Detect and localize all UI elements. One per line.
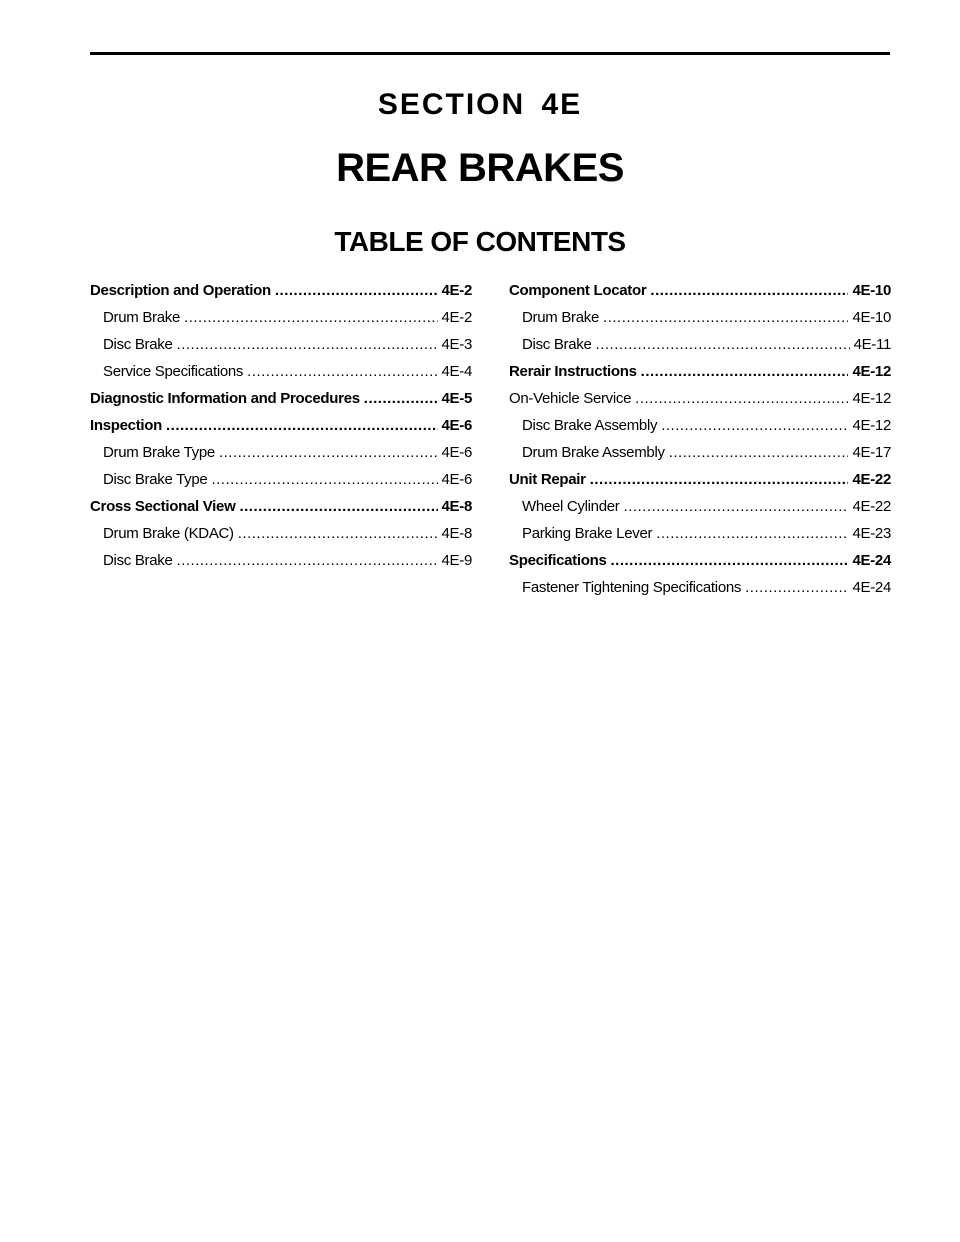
toc-entry-label: Diagnostic Information and Procedures <box>90 390 360 407</box>
toc-entry-page: 4E-8 <box>441 525 472 542</box>
toc-dot-leader <box>624 498 849 515</box>
toc-entry[interactable] <box>90 390 472 417</box>
toc-entry-label: Drum Brake (KDAC) <box>103 525 234 542</box>
toc-entry[interactable] <box>509 417 891 444</box>
toc-dot-leader <box>611 552 849 569</box>
toc-entry-page: 4E-5 <box>441 390 472 407</box>
toc-entry-label: Disc Brake Type <box>103 471 208 488</box>
toc-dot-leader <box>239 498 437 515</box>
toc-entry-label: Wheel Cylinder <box>522 498 620 515</box>
toc-entry-page: 4E-12 <box>852 363 891 380</box>
toc-entry-label: Fastener Tightening Specifications <box>522 579 742 596</box>
toc-entry-page: 4E-23 <box>852 525 891 542</box>
toc-entry-label: On-Vehicle Service <box>509 390 632 407</box>
toc-entry-page: 4E-17 <box>852 444 891 461</box>
toc-entry-label: Disc Brake Assembly <box>522 417 658 434</box>
toc-entry-page: 4E-2 <box>441 309 472 326</box>
toc-entry[interactable] <box>90 471 472 498</box>
toc-dot-leader <box>596 336 850 353</box>
toc-entry-page: 4E-9 <box>441 552 472 569</box>
toc-entry-page: 4E-6 <box>441 471 472 488</box>
toc-entry[interactable] <box>90 363 472 390</box>
toc-dot-leader <box>211 471 437 488</box>
toc-entry-label: Disc Brake <box>103 336 173 353</box>
toc-entry-page: 4E-6 <box>441 417 472 434</box>
toc-entry-label: Component Locator <box>509 282 647 299</box>
toc-entry-page: 4E-12 <box>852 390 891 407</box>
toc-entry-page: 4E-12 <box>852 417 891 434</box>
toc-dot-leader <box>166 417 437 434</box>
toc-entry-page: 4E-8 <box>441 498 472 515</box>
toc-entry[interactable] <box>509 444 891 471</box>
toc-entry-label: Disc Brake <box>522 336 592 353</box>
toc-title: TABLE OF CONTENTS <box>334 226 626 257</box>
toc-dot-leader <box>635 390 848 407</box>
toc-dot-leader <box>669 444 849 461</box>
toc-entry[interactable] <box>90 282 472 309</box>
toc-entry[interactable] <box>509 309 891 336</box>
toc-left-column <box>90 282 472 579</box>
toc-entry-page: 4E-4 <box>441 363 472 380</box>
toc-entry[interactable] <box>90 417 472 444</box>
toc-entry-label: Drum Brake Assembly <box>522 444 665 461</box>
toc-entry[interactable] <box>90 444 472 471</box>
toc-entry-page: 4E-11 <box>853 336 891 353</box>
toc-entry-label: Disc Brake <box>103 552 173 569</box>
toc-entry-page: 4E-6 <box>441 444 472 461</box>
toc-dot-leader <box>603 309 848 326</box>
toc-dot-leader <box>656 525 848 542</box>
toc-entry-label: Rerair Instructions <box>509 363 637 380</box>
toc-entry[interactable] <box>509 282 891 309</box>
toc-right-column <box>509 282 891 606</box>
toc-entry-page: 4E-24 <box>852 552 891 569</box>
toc-entry[interactable] <box>509 552 891 579</box>
toc-entry-label: Parking Brake Lever <box>522 525 653 542</box>
toc-entry-page: 4E-10 <box>852 282 891 299</box>
toc-dot-leader <box>745 579 848 596</box>
toc-entry-page: 4E-2 <box>441 282 472 299</box>
toc-entry-page: 4E-24 <box>852 579 891 596</box>
toc-entry[interactable] <box>509 336 891 363</box>
toc-dot-leader <box>177 552 438 569</box>
top-rule <box>90 52 890 55</box>
section-heading: SECTION 4E <box>377 88 583 121</box>
toc-entry[interactable] <box>509 498 891 525</box>
toc-dot-leader <box>661 417 848 434</box>
toc-entry[interactable] <box>509 390 891 417</box>
toc-entry[interactable] <box>509 471 891 498</box>
toc-dot-leader <box>650 282 848 299</box>
toc-entry[interactable] <box>90 309 472 336</box>
toc-entry-label: Inspection <box>90 417 163 434</box>
toc-entry-page: 4E-10 <box>852 309 891 326</box>
toc-dot-leader <box>177 336 438 353</box>
toc-dot-leader <box>219 444 438 461</box>
toc-dot-leader <box>641 363 849 380</box>
toc-dot-leader <box>275 282 438 299</box>
toc-entry-page: 4E-22 <box>852 498 891 515</box>
page-title: REAR BRAKES <box>336 146 624 190</box>
toc-dot-leader <box>590 471 849 488</box>
toc-entry[interactable] <box>90 336 472 363</box>
toc-entry[interactable] <box>509 579 891 606</box>
toc-entry-page: 4E-22 <box>852 471 891 488</box>
toc-entry-label: Specifications <box>509 552 607 569</box>
toc-entry-label: Drum Brake <box>103 309 181 326</box>
toc-dot-leader <box>364 390 438 407</box>
toc-entry-label: Drum Brake Type <box>103 444 215 461</box>
toc-entry[interactable] <box>90 498 472 525</box>
toc-entry[interactable] <box>90 525 472 552</box>
toc-dot-leader <box>247 363 437 380</box>
toc-dot-leader <box>238 525 438 542</box>
toc-entry-label: Service Specifications <box>103 363 244 380</box>
toc-entry[interactable] <box>90 552 472 579</box>
toc-entry-label: Description and Operation <box>90 282 271 299</box>
toc-entry[interactable] <box>509 525 891 552</box>
toc-entry-label: Drum Brake <box>522 309 600 326</box>
toc-entry[interactable] <box>509 363 891 390</box>
toc-entry-label: Cross Sectional View <box>90 498 236 515</box>
toc-entry-page: 4E-3 <box>441 336 472 353</box>
toc-entry-label: Unit Repair <box>509 471 586 488</box>
toc-dot-leader <box>184 309 437 326</box>
